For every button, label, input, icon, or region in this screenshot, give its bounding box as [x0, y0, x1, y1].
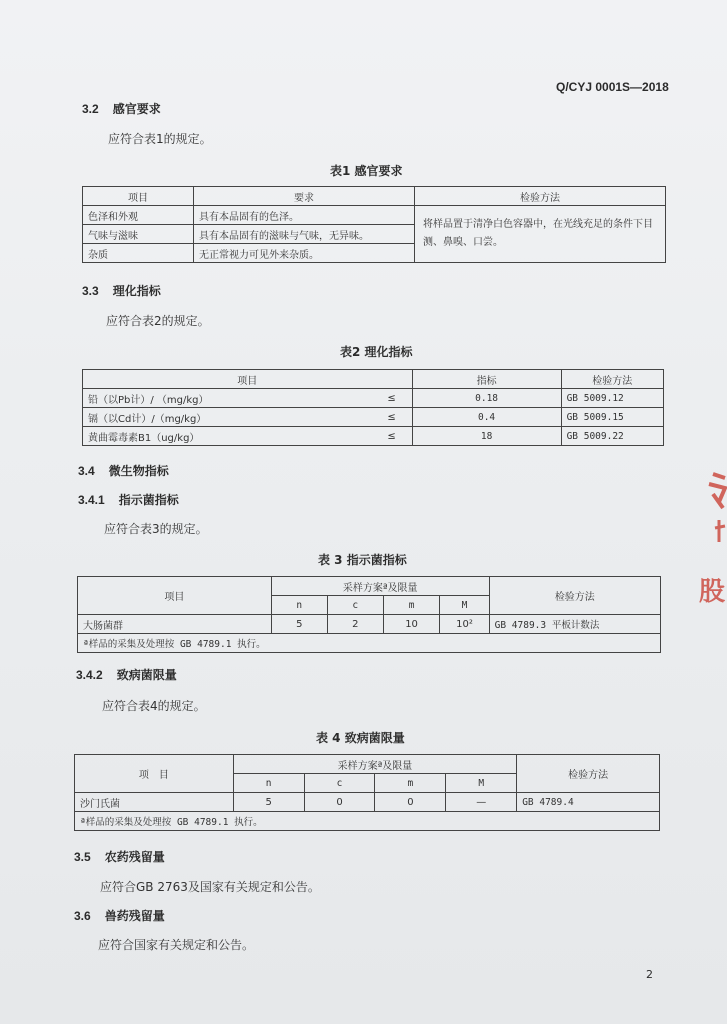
table-header: 采样方案ª及限量	[233, 755, 517, 774]
table-header: 指标	[412, 370, 561, 389]
table-cell: GB 5009.12	[561, 389, 663, 408]
table-cell: 大肠菌群	[78, 615, 272, 634]
table-subheader: m	[375, 774, 446, 793]
table-cell: 10	[383, 615, 439, 634]
page-number: 2	[646, 968, 653, 981]
section-title: 微生物指标	[108, 464, 169, 478]
section-3-5-heading	[74, 848, 165, 865]
stamp-character: 股	[699, 577, 726, 607]
section-title: 指示菌指标	[118, 493, 179, 507]
section-3-4-1-text: 应符合表3的规定。	[104, 522, 208, 536]
table2-physicochemical	[82, 369, 664, 446]
section-number: 3.4.1	[78, 493, 105, 507]
table-header: 项目	[78, 577, 272, 615]
section-3-3-text: 应符合表2的规定。	[106, 314, 210, 328]
table2-caption: 表2 理化指标	[340, 345, 413, 359]
table-cell: 5	[233, 793, 304, 812]
section-number: 3.5	[74, 850, 91, 864]
table-cell: GB 5009.15	[561, 408, 663, 427]
section-number: 3.6	[74, 909, 91, 923]
table-header: 项目	[83, 187, 194, 206]
table-cell: GB 4789.3 平板计数法	[489, 615, 660, 634]
table-cell: 10²	[440, 615, 489, 634]
table1-method-cell: 将样品置于清净白色容器中，在光线充足的条件下目测、鼻嗅、口尝。	[415, 206, 666, 263]
red-seal-stamp	[699, 468, 727, 618]
section-title: 感官要求	[112, 102, 161, 116]
table-cell: GB 5009.22	[561, 427, 663, 446]
table-subheader: m	[383, 596, 439, 615]
section-3-4-2-text: 应符合表4的规定。	[102, 699, 206, 713]
table-cell: ≤	[372, 427, 413, 446]
section-3-5-text: 应符合GB 2763及国家有关规定和公告。	[100, 880, 320, 894]
table3-footnote: ª样品的采集及处理按 GB 4789.1 执行。	[78, 634, 661, 653]
table-cell: 色泽和外观	[83, 206, 194, 225]
table-header: 检验方法	[561, 370, 663, 389]
table-cell: ≤	[372, 408, 413, 427]
table4-pathogen-limits	[74, 754, 660, 831]
table-cell: 具有本品固有的色泽。	[194, 206, 415, 225]
section-title: 农药残留量	[104, 850, 165, 864]
table1-caption: 表1 感官要求	[330, 164, 403, 178]
section-number: 3.4.2	[76, 668, 103, 682]
table-subheader: M	[446, 774, 517, 793]
section-title: 理化指标	[112, 284, 161, 298]
table-subheader: n	[271, 596, 327, 615]
table-cell: 0.18	[412, 389, 561, 408]
table-cell: 0	[304, 793, 375, 812]
table4-caption: 表 4 致病菌限量	[316, 731, 405, 745]
section-3-4-1-heading	[78, 491, 179, 508]
section-title: 兽药残留量	[104, 909, 165, 923]
table-cell: —	[446, 793, 517, 812]
table-header: 采样方案ª及限量	[271, 577, 489, 596]
section-3-6-text: 应符合国家有关规定和公告。	[98, 938, 255, 952]
section-number: 3.4	[78, 464, 95, 478]
table-cell: 气味与滋味	[83, 225, 194, 244]
table-cell: 0	[375, 793, 446, 812]
table-header: 检验方法	[517, 755, 660, 793]
table-cell: 杂质	[83, 244, 194, 263]
section-3-2-heading	[82, 100, 161, 117]
table-cell: 沙门氏菌	[75, 793, 234, 812]
table-header: 项 目	[75, 755, 234, 793]
table-cell: 无正常视力可见外来杂质。	[194, 244, 415, 263]
section-3-3-heading	[82, 282, 161, 299]
table-cell: 18	[412, 427, 561, 446]
section-3-4-2-heading	[76, 666, 177, 683]
table3-caption: 表 3 指示菌指标	[318, 553, 407, 567]
document-number: Q/CYJ 0001S—2018	[556, 80, 669, 94]
table-cell: 5	[271, 615, 327, 634]
table-cell: 镉（以Cd计）/（mg/kg）	[83, 408, 372, 427]
table-cell: 0.4	[412, 408, 561, 427]
table-cell: 黄曲霉毒素B1（ug/kg）	[83, 427, 372, 446]
section-3-6-heading	[74, 907, 165, 924]
table-cell: ≤	[372, 389, 413, 408]
table-cell: 铅（以Pb计）/ （mg/kg）	[83, 389, 372, 408]
table-header: 检验方法	[489, 577, 660, 615]
section-number: 3.2	[82, 102, 99, 116]
section-title: 致病菌限量	[116, 668, 177, 682]
table-subheader: c	[327, 596, 383, 615]
section-3-4-heading	[78, 462, 169, 479]
section-number: 3.3	[82, 284, 99, 298]
table4-footnote: ª样品的采集及处理按 GB 4789.1 执行。	[75, 812, 660, 831]
table-subheader: n	[233, 774, 304, 793]
table-cell: GB 4789.4	[517, 793, 660, 812]
table-subheader: c	[304, 774, 375, 793]
table-header: 项目	[83, 370, 413, 389]
table-header: 要求	[194, 187, 415, 206]
table-cell: 具有本品固有的滋味与气味，无异味。	[194, 225, 415, 244]
table-cell: 2	[327, 615, 383, 634]
table-subheader: M	[440, 596, 489, 615]
table1-sensory	[82, 186, 666, 263]
table3-indicator-bacteria	[77, 576, 661, 653]
section-3-2-text: 应符合表1的规定。	[108, 132, 212, 146]
table-header: 检验方法	[415, 187, 666, 206]
